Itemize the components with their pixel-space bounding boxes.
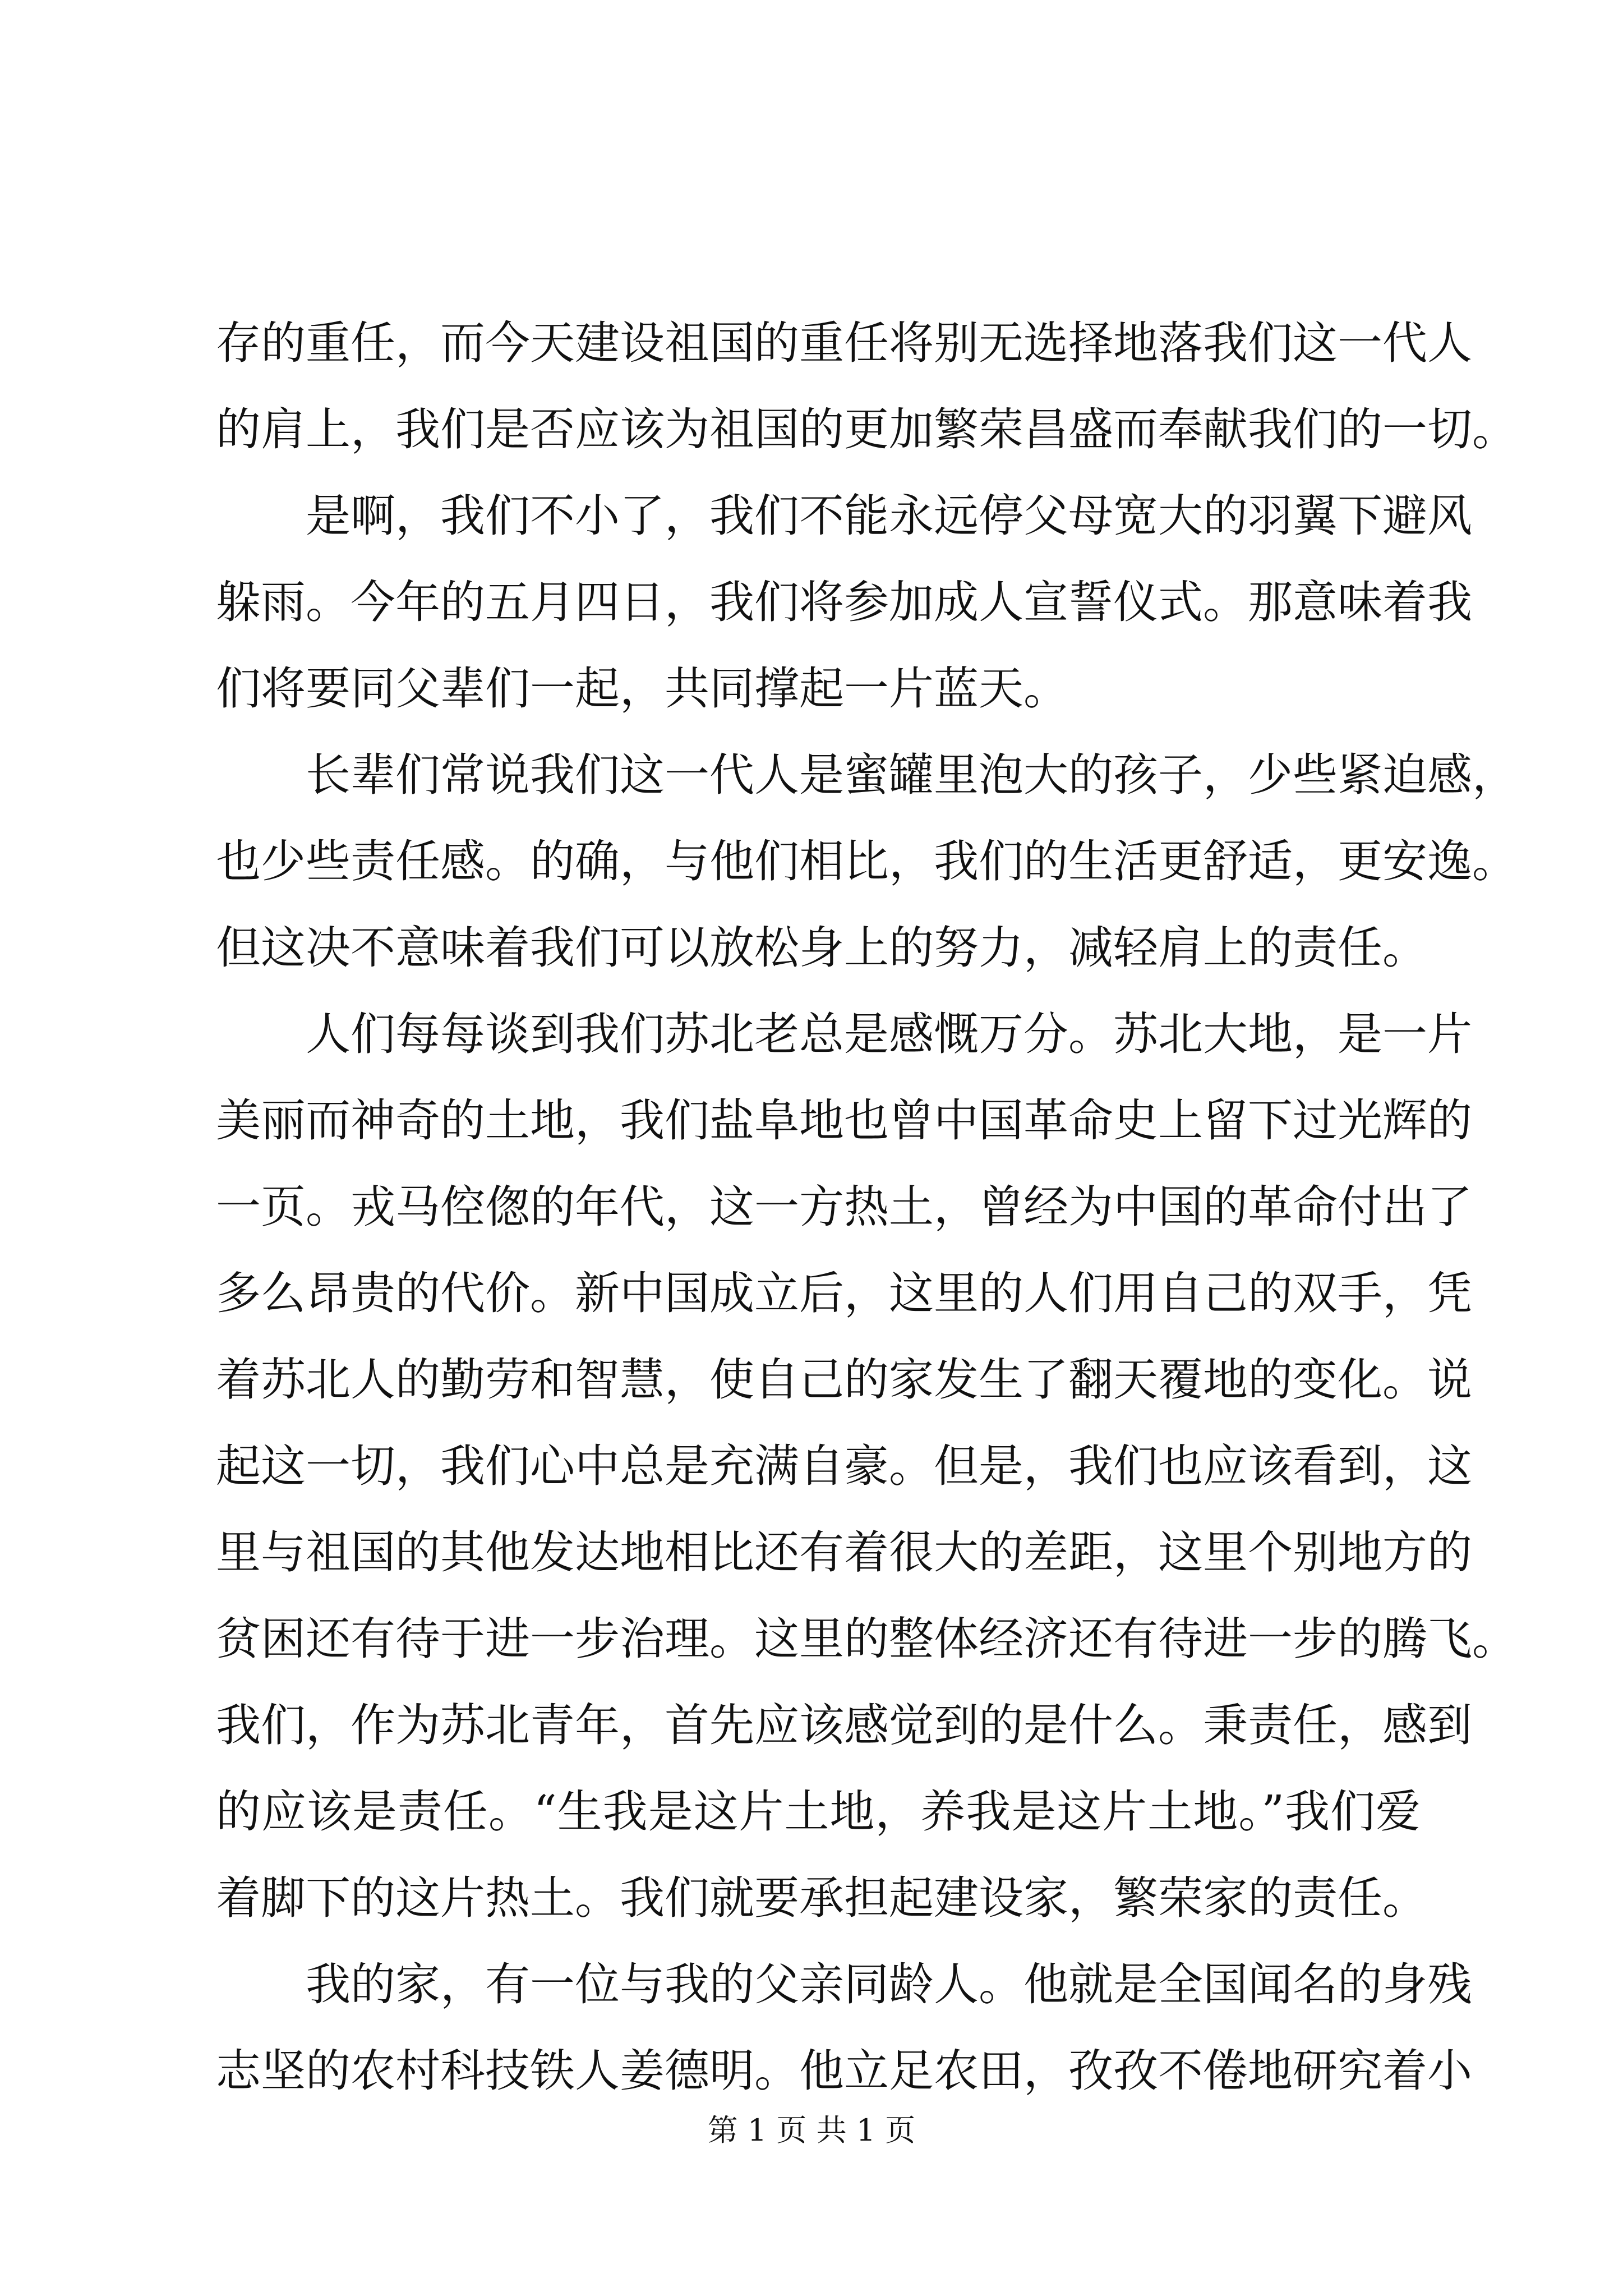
text-line: 里与祖国的其他发达地相比还有着很大的差距，这里个别地方的	[216, 1526, 1472, 1579]
text-line: 但这决不意味着我们可以放松身上的努力，减轻肩上的责任。	[216, 922, 1427, 974]
text-line: 们将要同父辈们一起，共同撑起一片蓝天。	[216, 662, 1068, 715]
text-line: 美丽而神奇的土地，我们盐阜地也曾中国革命史上留下过光辉的	[216, 1094, 1472, 1147]
text-line: 着苏北人的勤劳和智慧，使自己的家发生了翻天覆地的变化。说	[216, 1354, 1472, 1406]
paragraph	[216, 991, 1517, 1941]
text-line: 的肩上，我们是否应该为祖国的更加繁荣昌盛而奉献我们的一切。	[216, 403, 1517, 455]
text-line: 躲雨。今年的五月四日，我们将参加成人宣誓仪式。那意味着我	[216, 576, 1472, 628]
text-line: 多么昂贵的代价。新中国成立后，这里的人们用自己的双手，凭	[216, 1267, 1472, 1319]
text-line: 也少些责任感。的确，与他们相比，我们的生活更舒适，更安逸。	[216, 835, 1517, 887]
text-line: 我的家，有一位与我的父亲同龄人。他就是全国闻名的身残	[306, 1958, 1472, 2010]
text-line: 贫困还有待于进一步治理。这里的整体经济还有待进一步的腾飞。	[216, 1613, 1517, 1665]
page-footer: 第 1 页 共 1 页	[707, 2113, 916, 2148]
text-line: 是啊，我们不小了，我们不能永远停父母宽大的羽翼下避风	[306, 490, 1472, 542]
paragraph	[216, 473, 1472, 732]
text-line: 人们每每谈到我们苏北老总是感慨万分。苏北大地，是一片	[306, 1008, 1472, 1060]
text-line: 起这一切，我们心中总是充满自豪。但是，我们也应该看到，这	[216, 1440, 1472, 1492]
paragraph	[216, 732, 1517, 991]
text-line: 长辈们常说我们这一代人是蜜罐里泡大的孩子，少些紧迫感，	[306, 749, 1517, 801]
text-line: 我们，作为苏北青年，首先应该感觉到的是什么。秉责任，感到	[216, 1699, 1472, 1751]
text-line: 的应该是责任。“生我是这片土地，养我是这片土地。”我们爱	[216, 1786, 1421, 1838]
text-line: 着脚下的这片热土。我们就要承担起建设家，繁荣家的责任。	[216, 1872, 1427, 1924]
paragraph	[216, 300, 1517, 473]
text-line: 存的重任，而今天建设祖国的重任将别无选择地落我们这一代人	[216, 317, 1472, 369]
document-body	[216, 300, 1517, 2114]
text-line: 志坚的农村科技铁人姜德明。他立足农田，孜孜不倦地研究着小	[216, 2045, 1472, 2097]
text-line: 一页。戎马倥偬的年代，这一方热土，曾经为中国的革命付出了	[216, 1181, 1472, 1233]
paragraph	[216, 1941, 1472, 2114]
